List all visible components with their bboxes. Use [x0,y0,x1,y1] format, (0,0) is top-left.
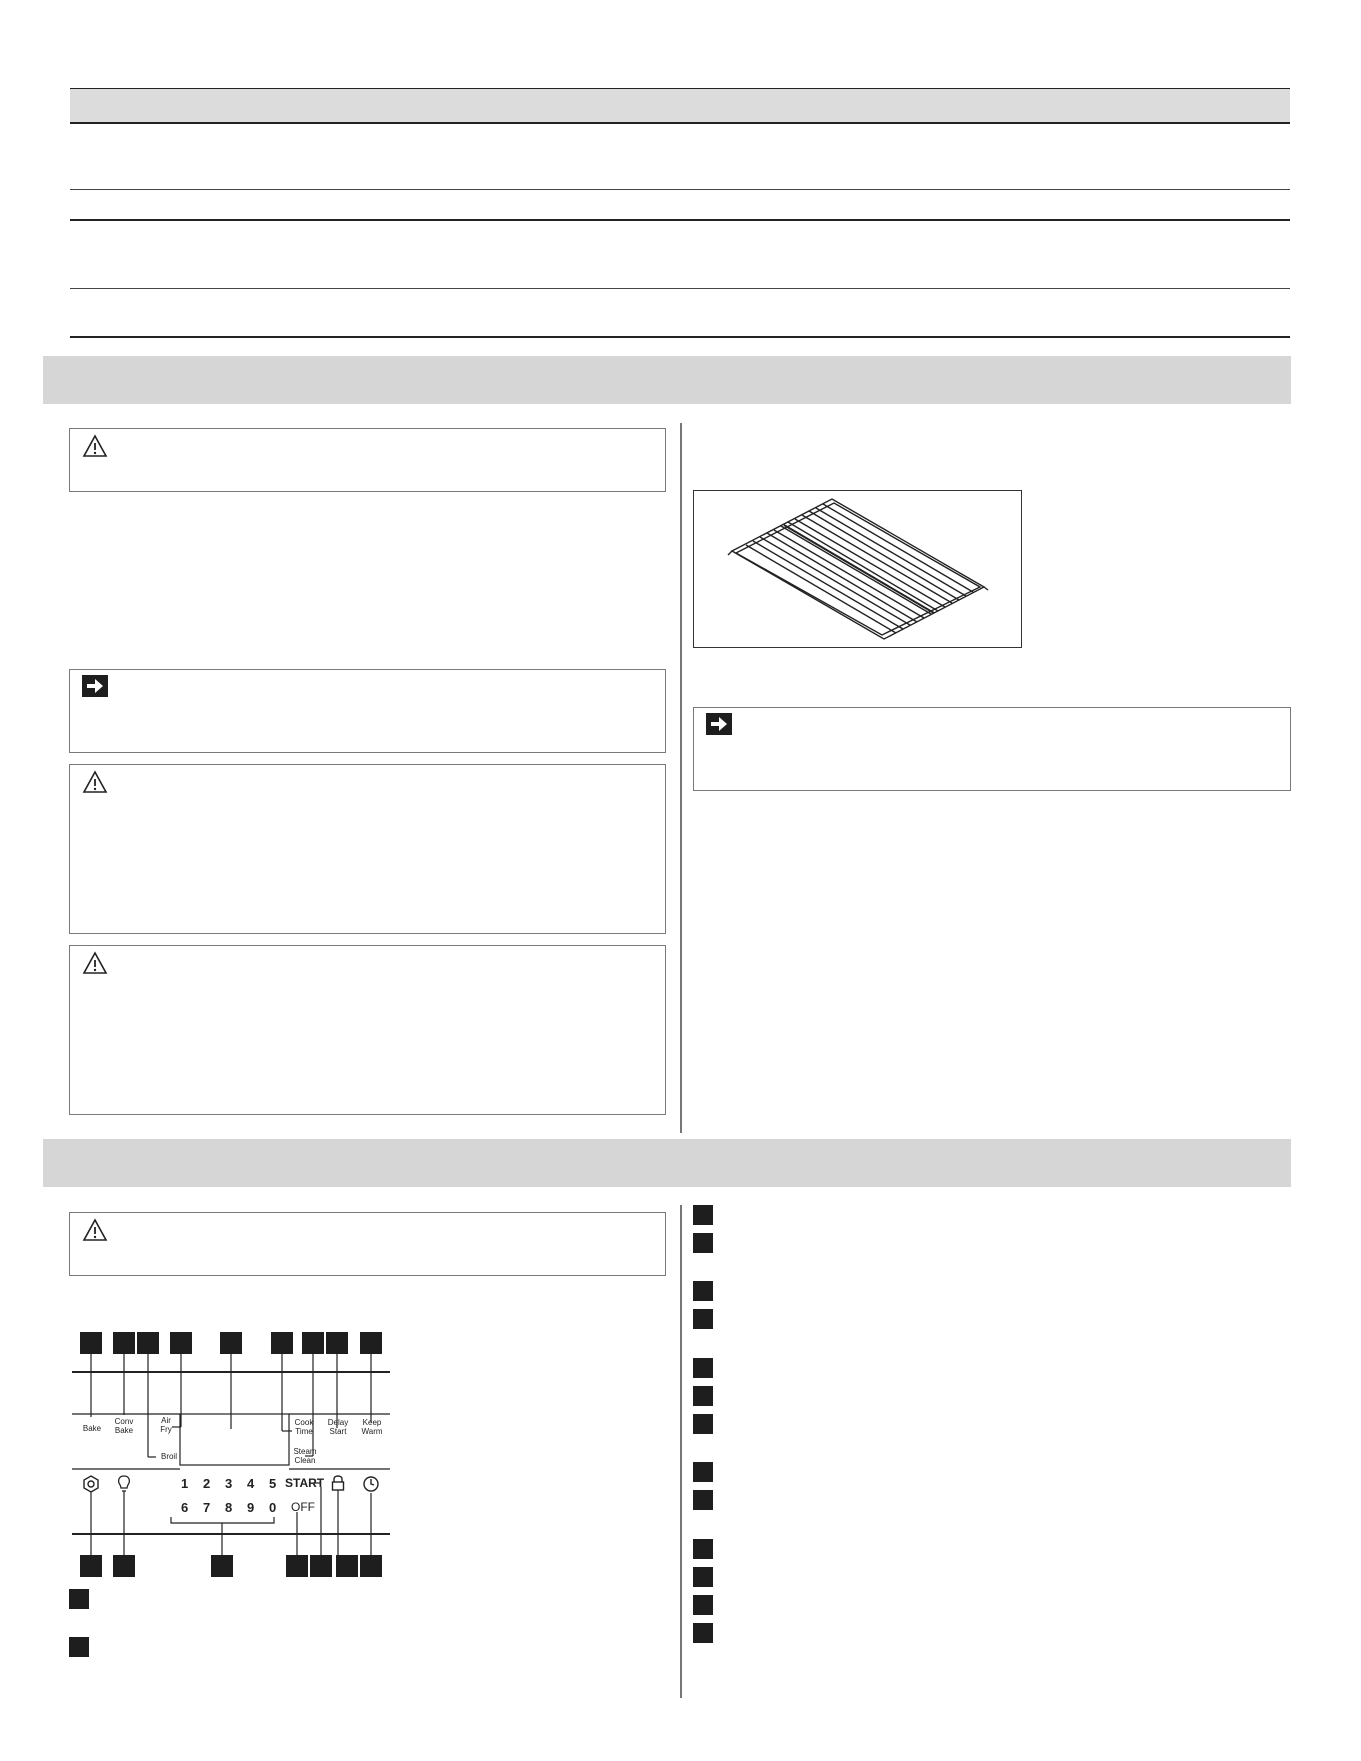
arrow-right-icon [82,675,108,697]
key-3[interactable]: 3 [225,1476,233,1491]
note-box [693,707,1291,791]
broil-label: Broil [160,1452,177,1461]
column-divider [680,1205,682,1698]
legend-badge [693,1539,713,1559]
key-7[interactable]: 7 [203,1500,211,1515]
warning-triangle-icon [82,770,108,794]
section-header-band [43,1139,1291,1187]
callout-badge [310,1555,332,1577]
callout-badge [360,1555,382,1577]
section-header-band [43,356,1291,404]
warning-triangle-icon [82,951,108,975]
key-0[interactable]: 0 [269,1500,277,1515]
warning-triangle-icon [82,434,108,458]
bake-label: Bake [82,1424,102,1433]
callout-badge [80,1555,102,1577]
warning-box [69,1212,666,1276]
legend-badge [693,1233,713,1253]
gear-icon[interactable] [82,1475,100,1493]
key-1[interactable]: 1 [181,1476,189,1491]
bulb-icon[interactable] [116,1475,132,1493]
legend-badge [69,1637,89,1657]
callout-badge [211,1555,233,1577]
table-row-divider [70,189,1290,190]
legend-badge [693,1490,713,1510]
key-9[interactable]: 9 [247,1500,255,1515]
key-8[interactable]: 8 [225,1500,233,1515]
legend-badge [69,1589,89,1609]
table-bottom-rule [70,336,1290,338]
table-header-row [70,88,1290,124]
key-4[interactable]: 4 [247,1476,255,1491]
legend-badge [693,1281,713,1301]
warning-triangle-icon [82,1218,108,1242]
legend-badge [693,1386,713,1406]
warning-box [69,428,666,492]
air-fry-label: Air Fry [160,1416,172,1434]
key-5[interactable]: 5 [269,1476,277,1491]
conv-bake-label: Conv Bake [114,1417,134,1435]
legend-badge [693,1567,713,1587]
delay-start-label: Delay Start [327,1418,349,1436]
legend-badge [693,1309,713,1329]
control-panel-diagram [70,1325,400,1580]
panel-lines [70,1325,400,1580]
keep-warm-label: Keep Warm [361,1418,383,1436]
table-row-divider [70,288,1290,289]
legend-badge [693,1595,713,1615]
callout-badge [336,1555,358,1577]
legend-badge [693,1414,713,1434]
oven-rack-image [694,491,1021,647]
callout-badge [113,1555,135,1577]
lock-icon[interactable] [331,1474,345,1492]
legend-badge [693,1462,713,1482]
legend-badge [693,1205,713,1225]
warning-box [69,945,666,1115]
off-key[interactable]: OFF [291,1500,315,1514]
legend-badge [693,1623,713,1643]
table-row-divider [70,219,1290,221]
key-6[interactable]: 6 [181,1500,189,1515]
warning-box [69,764,666,934]
callout-badge [286,1555,308,1577]
column-divider [680,423,682,1133]
clock-icon[interactable] [362,1475,380,1493]
legend-badge [693,1358,713,1378]
steam-clean-label: Steam Clean [293,1447,317,1465]
arrow-right-icon [706,713,732,735]
start-key[interactable]: START [285,1476,325,1490]
oven-rack-illustration [693,490,1022,648]
key-2[interactable]: 2 [203,1476,211,1491]
cook-time-label: Cook Time [294,1418,314,1436]
note-box [69,669,666,753]
